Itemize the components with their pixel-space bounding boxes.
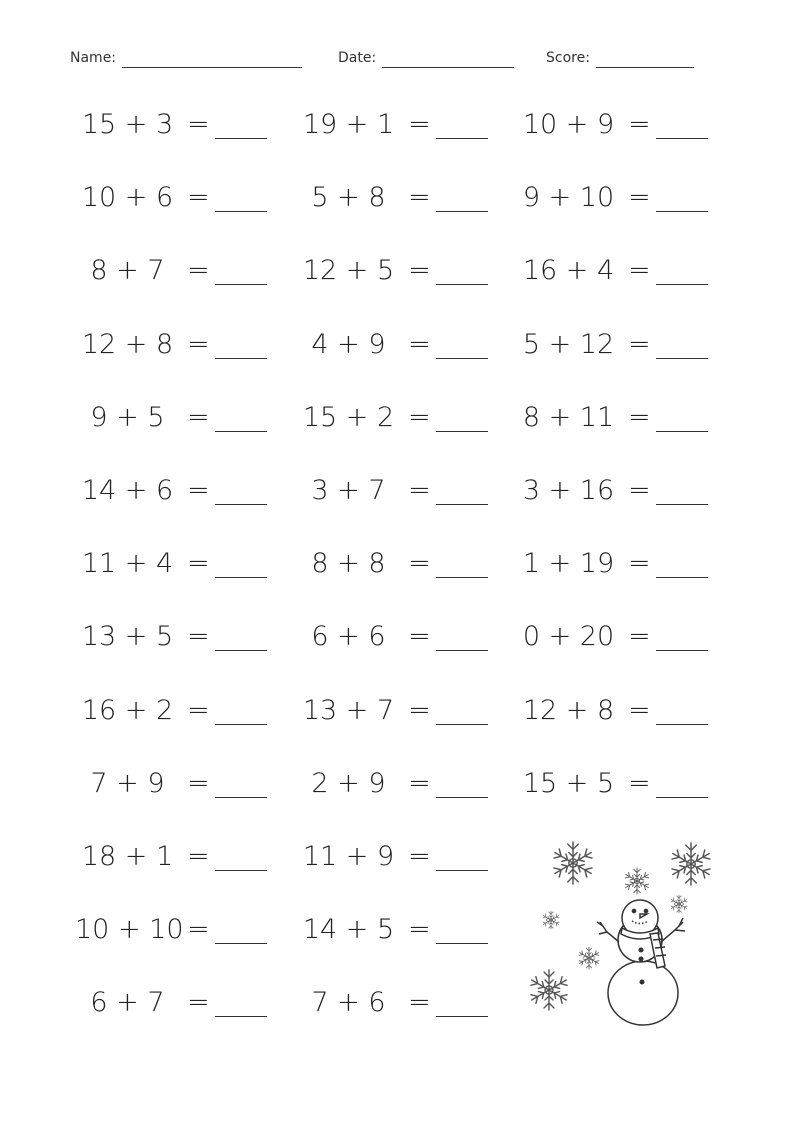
answer-blank[interactable] [215,943,267,944]
problem-expression: 15 + 5 [522,767,615,799]
problem-expression: 19 + 1 [302,109,395,140]
problem-expression: 15 + 3 [81,109,174,140]
math-problem [516,686,746,736]
equals-sign: = [408,328,431,360]
equals-sign: = [187,401,210,433]
problem-expression: 7 + 9 [90,767,165,799]
answer-blank[interactable] [215,284,267,285]
answer-blank[interactable] [436,577,488,578]
equals-sign: = [408,182,431,214]
equals-sign: = [187,841,210,872]
math-problem [296,832,526,882]
equals-sign: = [408,767,431,799]
answer-blank[interactable] [656,211,708,212]
problem-expression: 10 + 6 [81,182,174,214]
answer-blank[interactable] [436,284,488,285]
problem-expression: 13 + 5 [81,621,174,653]
answer-blank[interactable] [215,138,267,139]
math-problem [516,320,746,370]
math-problem [75,905,305,955]
date-blank[interactable] [382,49,514,68]
problem-expression: 10 + 9 [522,109,615,140]
snowflake-icon [554,842,592,884]
snowflake-icon [531,970,567,1010]
math-problem [296,539,526,589]
answer-blank[interactable] [436,138,488,139]
math-problem [296,173,526,223]
worksheet-header [0,48,794,72]
snowflake-icon [625,868,649,894]
answer-blank[interactable] [215,1016,267,1017]
equals-sign: = [187,621,210,653]
equals-sign: = [187,914,210,946]
math-problem [75,246,305,296]
answer-blank[interactable] [436,504,488,505]
equals-sign: = [628,475,651,506]
math-problem [516,246,746,296]
math-problem [296,905,526,955]
answer-blank[interactable] [436,943,488,944]
problem-expression: 13 + 7 [302,694,395,726]
math-problem [296,320,526,370]
math-problem [516,539,746,589]
equals-sign: = [628,255,651,287]
answer-blank[interactable] [656,138,708,139]
snowflake-icon [579,947,599,969]
answer-blank[interactable] [436,211,488,212]
equals-sign: = [408,548,431,580]
answer-blank[interactable] [656,284,708,285]
problem-expression: 14 + 6 [81,475,174,506]
math-problem [75,759,305,809]
problem-expression: 12 + 8 [81,328,174,360]
problem-expression: 10 + 10 [75,914,184,946]
math-problem [516,393,746,443]
equals-sign: = [628,401,651,433]
answer-blank[interactable] [436,358,488,359]
score-field [546,48,694,68]
problem-expression: 4 + 9 [311,328,386,360]
equals-sign: = [187,548,210,580]
answer-blank[interactable] [215,870,267,871]
equals-sign: = [628,109,651,140]
math-problem [516,466,746,516]
answer-blank[interactable] [215,504,267,505]
math-problem [75,832,305,882]
problem-expression: 3 + 7 [311,475,386,506]
name-field [70,48,302,68]
math-problem [75,612,305,662]
problem-expression: 6 + 6 [311,621,386,653]
name-label: Name: [70,50,117,66]
equals-sign: = [408,694,431,726]
problem-expression: 8 + 7 [90,255,165,287]
answer-blank[interactable] [215,431,267,432]
snowflake-icon [671,895,687,913]
problem-expression: 2 + 9 [311,767,386,799]
answer-blank[interactable] [215,724,267,725]
math-problem [296,100,526,150]
answer-blank[interactable] [656,577,708,578]
score-label: Score: [546,50,590,66]
date-label: Date: [338,50,377,66]
problem-expression: 11 + 9 [302,841,395,872]
math-problem [296,393,526,443]
answer-blank[interactable] [656,358,708,359]
equals-sign: = [628,621,651,653]
answer-blank[interactable] [215,650,267,651]
equals-sign: = [187,987,210,1019]
answer-blank[interactable] [215,358,267,359]
answer-blank[interactable] [436,1016,488,1017]
problem-expression: 8 + 8 [311,548,386,580]
problem-expression: 15 + 2 [302,401,395,433]
equals-sign: = [628,548,651,580]
equals-sign: = [408,621,431,653]
equals-sign: = [187,255,210,287]
equals-sign: = [628,328,651,360]
answer-blank[interactable] [656,724,708,725]
name-blank[interactable] [122,49,302,68]
problem-expression: 3 + 16 [522,475,615,506]
problem-expression: 9 + 5 [90,401,165,433]
equals-sign: = [628,767,651,799]
equals-sign: = [628,182,651,214]
answer-blank[interactable] [436,724,488,725]
problem-expression: 9 + 10 [522,182,615,214]
math-problem [516,612,746,662]
math-problem [296,612,526,662]
problem-expression: 8 + 11 [522,401,615,433]
equals-sign: = [408,401,431,433]
answer-blank[interactable] [656,504,708,505]
math-problem [75,393,305,443]
equals-sign: = [187,182,210,214]
problem-expression: 6 + 7 [90,987,165,1019]
math-problem [75,320,305,370]
math-problem [75,978,305,1028]
answer-blank[interactable] [436,431,488,432]
math-problem [75,173,305,223]
answer-blank[interactable] [215,577,267,578]
problem-expression: 11 + 4 [81,548,174,580]
math-problem [516,173,746,223]
equals-sign: = [408,841,431,872]
equals-sign: = [408,987,431,1019]
math-problem [75,100,305,150]
problem-expression: 12 + 8 [522,694,615,726]
math-problem [296,686,526,736]
math-problem [75,466,305,516]
answer-blank[interactable] [436,797,488,798]
snowman-illustration [515,830,725,1040]
snowman-icon [597,900,685,1025]
equals-sign: = [408,914,431,946]
equals-sign: = [408,475,431,506]
problem-expression: 16 + 4 [522,255,615,287]
problem-expression: 18 + 1 [81,841,174,872]
math-problem [296,759,526,809]
score-blank[interactable] [596,49,694,68]
problem-expression: 16 + 2 [81,694,174,726]
answer-blank[interactable] [656,797,708,798]
problem-expression: 7 + 6 [311,987,386,1019]
equals-sign: = [408,109,431,140]
answer-blank[interactable] [436,650,488,651]
equals-sign: = [187,475,210,506]
equals-sign: = [628,694,651,726]
equals-sign: = [408,255,431,287]
snowflake-icon [543,911,559,929]
snowflake-icon [672,843,710,885]
math-problem [296,246,526,296]
math-problem [296,466,526,516]
problem-expression: 1 + 19 [522,548,615,580]
problem-expression: 0 + 20 [522,621,615,653]
math-problem [75,686,305,736]
answer-blank[interactable] [656,650,708,651]
problem-expression: 14 + 5 [302,914,395,946]
answer-blank[interactable] [436,870,488,871]
math-problem [296,978,526,1028]
math-problem [516,100,746,150]
equals-sign: = [187,767,210,799]
math-problem [516,759,746,809]
answer-blank[interactable] [215,797,267,798]
equals-sign: = [187,328,210,360]
problem-expression: 5 + 12 [522,328,615,360]
date-field [338,48,514,68]
answer-blank[interactable] [215,211,267,212]
math-problem [75,539,305,589]
answer-blank[interactable] [656,431,708,432]
equals-sign: = [187,109,210,140]
equals-sign: = [187,694,210,726]
problem-expression: 12 + 5 [302,255,395,287]
problem-expression: 5 + 8 [311,182,386,214]
